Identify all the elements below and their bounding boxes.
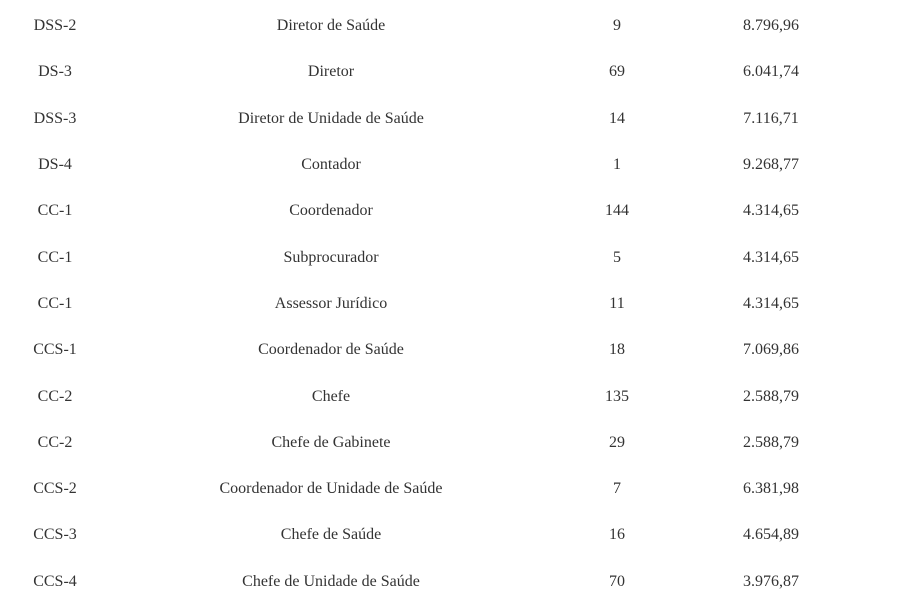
cell-position: Subprocurador (283, 248, 379, 266)
cell-code: CCS-4 (33, 572, 77, 590)
cell-quantity: 9 (613, 17, 621, 35)
table-row (0, 420, 860, 466)
cell-salary: 2.588,79 (743, 387, 799, 405)
cell-position: Diretor de Saúde (276, 17, 386, 35)
table-row (0, 281, 860, 327)
cell-code: CC-1 (37, 294, 73, 312)
cell-code: DS-4 (38, 156, 72, 174)
table-row (0, 234, 860, 280)
cell-code: DSS-3 (33, 109, 77, 127)
cell-salary: 8.796,96 (743, 17, 799, 35)
cell-quantity: 1 (613, 156, 621, 174)
positions-table-container (0, 3, 900, 605)
table-row (0, 188, 860, 234)
cell-quantity: 69 (609, 63, 625, 81)
cell-position: Coordenador de Unidade de Saúde (219, 480, 443, 498)
table-row (0, 373, 860, 419)
cell-salary: 2.588,79 (743, 433, 799, 451)
cell-quantity: 16 (609, 526, 625, 544)
table-row (0, 327, 860, 373)
cell-salary: 4.314,65 (743, 248, 799, 266)
cell-quantity: 135 (605, 387, 629, 405)
cell-salary: 4.314,65 (743, 294, 799, 312)
cell-quantity: 70 (609, 572, 625, 590)
cell-quantity: 5 (613, 248, 621, 266)
cell-salary: 4.314,65 (743, 202, 799, 220)
cell-salary: 3.976,87 (743, 572, 799, 590)
cell-position: Chefe de Unidade de Saúde (242, 572, 420, 590)
cell-salary: 7.116,71 (743, 109, 799, 127)
cell-position: Diretor (307, 63, 355, 81)
table-row (0, 96, 860, 142)
cell-code: DSS-2 (33, 17, 77, 35)
cell-code: CC-1 (37, 248, 73, 266)
cell-position: Chefe (311, 387, 351, 405)
cell-code: CCS-1 (33, 341, 77, 359)
cell-position: Coordenador (289, 202, 373, 220)
cell-code: CC-2 (37, 387, 73, 405)
positions-table-body (0, 3, 860, 605)
cell-quantity: 18 (609, 341, 625, 359)
cell-quantity: 14 (609, 109, 625, 127)
cell-code: CCS-2 (33, 480, 77, 498)
cell-salary: 6.381,98 (743, 480, 799, 498)
positions-table (0, 3, 860, 605)
table-row (0, 3, 860, 49)
cell-quantity: 144 (605, 202, 629, 220)
cell-code: CCS-3 (33, 526, 77, 544)
cell-position: Chefe de Saúde (280, 526, 382, 544)
cell-code: CC-1 (37, 202, 73, 220)
cell-position: Chefe de Gabinete (271, 433, 391, 451)
cell-salary: 4.654,89 (743, 526, 799, 544)
cell-position: Diretor de Unidade de Saúde (238, 109, 424, 127)
cell-quantity: 29 (609, 433, 625, 451)
cell-quantity: 7 (613, 480, 621, 498)
cell-code: DS-3 (38, 63, 72, 81)
table-row (0, 559, 860, 605)
cell-salary: 9.268,77 (743, 156, 799, 174)
cell-salary: 6.041,74 (743, 63, 799, 81)
table-row (0, 512, 860, 558)
cell-salary: 7.069,86 (743, 341, 799, 359)
cell-quantity: 11 (609, 294, 625, 312)
cell-code: CC-2 (37, 433, 73, 451)
table-row (0, 142, 860, 188)
table-row (0, 466, 860, 512)
cell-position: Assessor Jurídico (274, 294, 388, 312)
cell-position: Contador (301, 156, 361, 174)
table-row (0, 49, 860, 95)
cell-position: Coordenador de Saúde (258, 341, 404, 359)
